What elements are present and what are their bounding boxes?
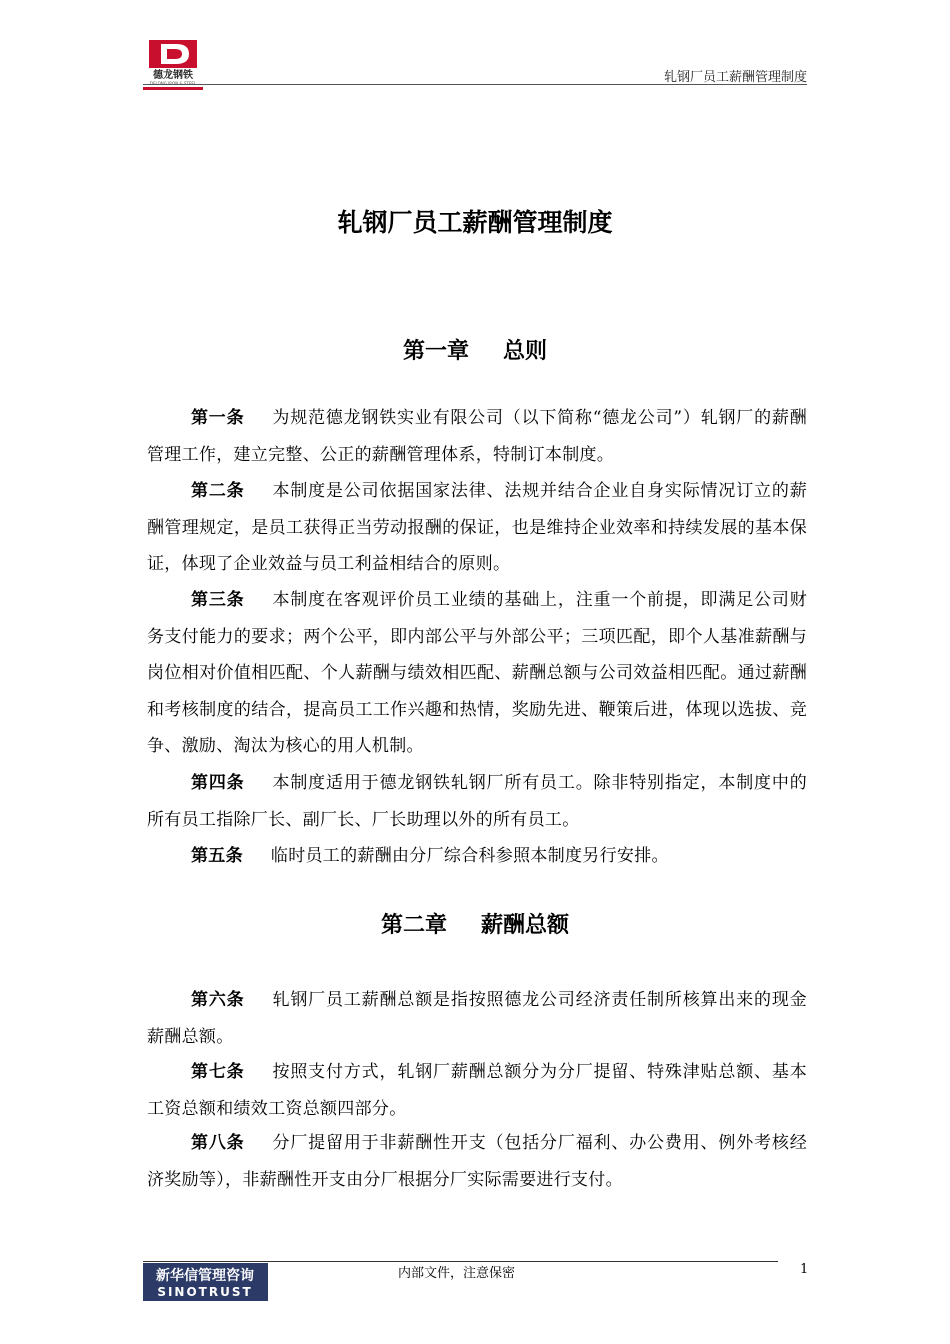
article-label: 第四条 xyxy=(191,773,245,793)
article-label: 第五条 xyxy=(191,846,243,866)
article-text: 分厂提留用于非薪酬性开支（包括分厂福利、办公费用、例外考核经济奖励等），非薪酬性开支由分厂根据分厂实际需要进行支付。 xyxy=(147,1133,808,1190)
article-text: 本制度在客观评价员工业绩的基础上，注重一个前提，即满足公司财务支付能力的要求；两个公平，即内部公平与外部公平；三项匹配，即个人基准薪酬与岗位相对价值相匹配、个人薪酬与绩效相匹配、薪酬总额与公司效益相匹配。通过薪酬和考核制度的结合，提高员工工作兴趣和热情，奖励先进、鞭策后进，体现以选拔、竞争、激励、淘汰为核心的用人机制。 xyxy=(147,590,808,756)
article-text: 临时员工的薪酬由分厂综合科参照本制度另行安排。 xyxy=(270,846,669,866)
page-number: 1 xyxy=(800,1262,809,1277)
article-label: 第二条 xyxy=(191,481,245,501)
logo-subtext: DELONG IRON & STEEL xyxy=(149,81,197,86)
article-paragraph xyxy=(147,473,807,583)
document-title: 轧钢厂员工薪酬管理制度 xyxy=(337,208,613,237)
footer-logo-subtext: SINOTRUST xyxy=(157,1285,253,1299)
article-paragraph xyxy=(147,582,807,765)
article-text: 为规范德龙钢铁实业有限公司（以下简称“德龙公司”）轧钢厂的薪酬管理工作，建立完整、公正的薪酬管理体系，特制订本制度。 xyxy=(147,408,808,465)
article-text: 本制度是公司依据国家法律、法规并结合企业自身实际情况订立的薪酬管理规定，是员工获得正当劳动报酬的保证，也是维持企业效率和持续发展的基本保证，体现了企业效益与员工利益相结合的原则。 xyxy=(147,481,808,574)
article-label: 第六条 xyxy=(191,990,245,1010)
article-text: 轧钢厂员工薪酬总额是指按照德龙公司经济责任制所核算出来的现金薪酬总额。 xyxy=(147,990,808,1047)
chapter-number: 第二章 xyxy=(380,913,447,938)
confidential-note: 内部文件，注意保密 xyxy=(398,1266,516,1281)
header-title: 轧钢厂员工薪酬管理制度 xyxy=(663,70,807,85)
article-label: 第八条 xyxy=(191,1133,245,1153)
article-text: 按照支付方式，轧钢厂薪酬总额分为分厂提留、特殊津贴总额、基本工资总额和绩效工资总额四部分。 xyxy=(147,1062,808,1119)
chapter-name: 总则 xyxy=(503,339,548,364)
article-paragraph xyxy=(147,982,807,1055)
article-paragraph xyxy=(147,838,807,875)
delong-steel-logo xyxy=(143,38,203,90)
chapter-number: 第一章 xyxy=(402,339,469,364)
article-paragraph xyxy=(147,765,807,838)
chapter-name: 薪酬总额 xyxy=(481,913,570,938)
article-label: 第三条 xyxy=(191,590,245,610)
chapter-heading xyxy=(143,334,807,365)
article-label: 第七条 xyxy=(191,1062,245,1082)
article-paragraph xyxy=(147,1125,807,1198)
sinotrust-logo xyxy=(143,1263,268,1301)
article-paragraph xyxy=(147,400,807,473)
footer-logo-text: 新华信管理咨询 xyxy=(156,1268,254,1284)
chapter-heading xyxy=(143,908,807,939)
logo-text: 德龙钢铁 xyxy=(153,70,193,81)
article-text: 本制度适用于德龙钢铁轧钢厂所有员工。除非特别指定，本制度中的所有员工指除厂长、副厂长、厂长助理以外的所有员工。 xyxy=(147,773,808,830)
header-divider xyxy=(143,84,807,85)
article-label: 第一条 xyxy=(191,408,245,428)
article-paragraph xyxy=(147,1054,807,1127)
